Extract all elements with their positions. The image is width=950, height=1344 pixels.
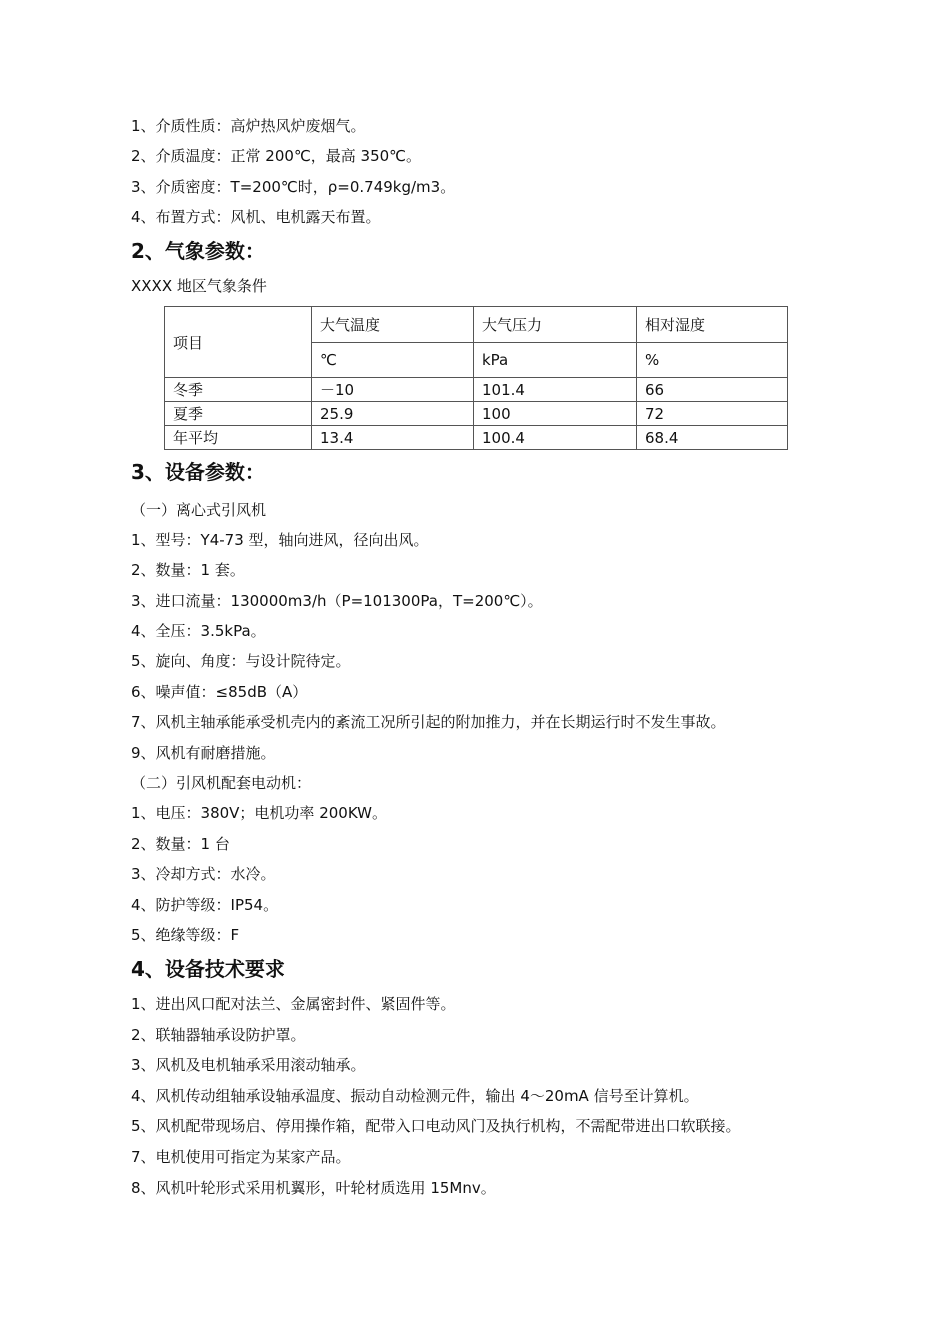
table-unit-cell: % xyxy=(637,343,788,378)
requirement-item: 5、风机配带现场启、停用操作箱，配带入口电动风门及执行机构，不需配带进出口软联接。 xyxy=(131,1117,741,1135)
table-cell-item: 项目 xyxy=(165,307,312,378)
table-cell: 25.9 xyxy=(312,402,474,426)
medium-item: 4、布置方式：风机、电机露天布置。 xyxy=(131,208,381,226)
fan-item: 6、噪声值：≤85dB（A） xyxy=(131,683,308,701)
section-heading: 2、气象参数： xyxy=(131,239,265,263)
requirement-item: 3、风机及电机轴承采用滚动轴承。 xyxy=(131,1056,366,1074)
table-row xyxy=(165,426,788,450)
table-cell: 100 xyxy=(474,402,637,426)
table-cell: 72 xyxy=(637,402,788,426)
motor-item: 4、防护等级：IP54。 xyxy=(131,896,279,914)
motor-item: 3、冷却方式：水冷。 xyxy=(131,865,276,883)
fan-item: 1、型号：Y4-73 型，轴向进风，径向出风。 xyxy=(131,531,429,549)
medium-item: 1、介质性质：高炉热风炉废烟气。 xyxy=(131,117,366,135)
fan-item: 9、风机有耐磨措施。 xyxy=(131,744,276,762)
requirement-item: 2、联轴器轴承设防护罩。 xyxy=(131,1026,306,1044)
table-row xyxy=(165,378,788,402)
subsection-title: （一）离心式引风机 xyxy=(131,501,267,519)
table-cell: 68.4 xyxy=(637,426,788,450)
table-header-cell: 大气温度 xyxy=(312,307,474,343)
section-heading: 3、设备参数： xyxy=(131,460,265,484)
table-header-cell: 相对湿度 xyxy=(637,307,788,343)
requirement-item: 4、风机传动组轴承设轴承温度、振动自动检测元件，输出 4～20mA 信号至计算机。 xyxy=(131,1087,699,1105)
table-cell: 101.4 xyxy=(474,378,637,402)
fan-item: 7、风机主轴承能承受机壳内的紊流工况所引起的附加推力，并在长期运行时不发生事故。 xyxy=(131,713,726,731)
requirement-item: 7、电机使用可指定为某家产品。 xyxy=(131,1148,351,1166)
motor-item: 5、绝缘等级：F xyxy=(131,926,240,944)
requirement-item: 1、进出风口配对法兰、金属密封件、紧固件等。 xyxy=(131,995,456,1013)
motor-item: 2、数量：1 台 xyxy=(131,835,230,853)
fan-item: 3、进口流量：130000m3/h（P=101300Pa，T=200℃）。 xyxy=(131,592,543,610)
table-row xyxy=(165,402,788,426)
table-cell: 100.4 xyxy=(474,426,637,450)
fan-item: 2、数量：1 套。 xyxy=(131,561,245,579)
table-header-row xyxy=(165,307,788,343)
requirement-item: 8、风机叶轮形式采用机翼形，叶轮材质选用 15Mnv。 xyxy=(131,1179,496,1197)
table-row-label: 年平均 xyxy=(165,426,312,450)
medium-item: 2、介质温度：正常 200℃，最高 350℃。 xyxy=(131,147,422,165)
motor-item: 1、电压：380V；电机功率 200KW。 xyxy=(131,804,387,822)
fan-item: 4、全压：3.5kPa。 xyxy=(131,622,266,640)
table-cell: 13.4 xyxy=(312,426,474,450)
medium-item: 3、介质密度：T=200℃时，ρ=0.749kg/m3。 xyxy=(131,178,456,196)
section-heading: 4、设备技术要求 xyxy=(131,957,285,981)
table-row-label: 夏季 xyxy=(165,402,312,426)
table-header-cell: 大气压力 xyxy=(474,307,637,343)
weather-table xyxy=(164,306,788,450)
table-cell: －10 xyxy=(312,378,474,402)
table-row-label: 冬季 xyxy=(165,378,312,402)
table-unit-cell: ℃ xyxy=(312,343,474,378)
fan-item: 5、旋向、角度：与设计院待定。 xyxy=(131,652,351,670)
table-unit-cell: kPa xyxy=(474,343,637,378)
table-cell: 66 xyxy=(637,378,788,402)
table-caption: XXXX 地区气象条件 xyxy=(131,277,267,295)
subsection-title: （二）引风机配套电动机： xyxy=(131,774,312,792)
